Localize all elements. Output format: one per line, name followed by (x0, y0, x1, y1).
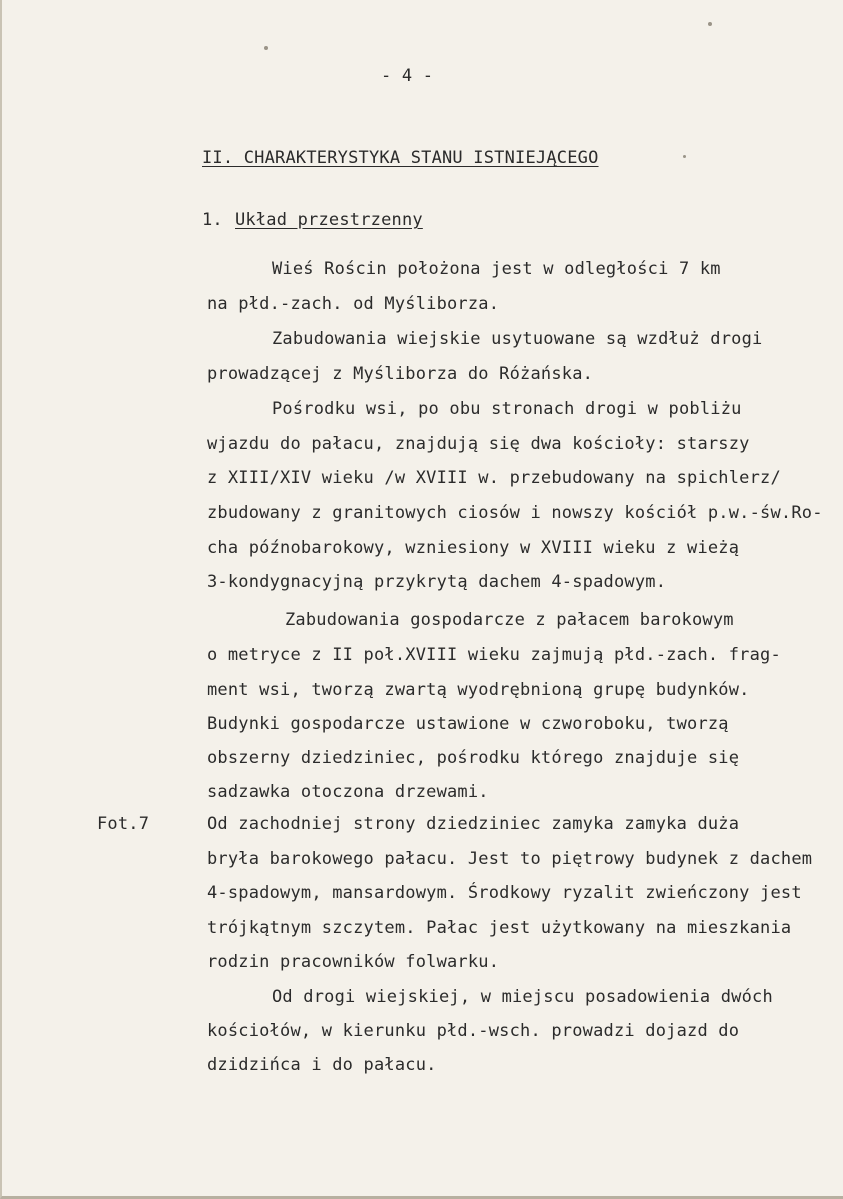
body-line: Zabudowania gospodarcze z pałacem barokowym (285, 610, 734, 630)
body-line: o metryce z II poł.XVIII wieku zajmują płd.-zach. frag- (207, 645, 781, 665)
section-heading: II. CHARAKTERYSTYKA STANU ISTNIEJĄCEGO (202, 148, 599, 168)
body-line: obszerny dziedziniec, pośrodku którego znajduje się (207, 748, 740, 768)
body-line: bryła barokowego pałacu. Jest to piętrowy budynek z dachem (207, 849, 813, 869)
margin-note: Fot.7 (97, 814, 150, 834)
body-line: cha późnobarokowy, wzniesiony w XVIII wieku z wieżą (207, 538, 740, 558)
body-line: Budynki gospodarcze ustawione w czworoboku, tworzą (207, 714, 729, 734)
paper-speck (708, 22, 712, 26)
subsection-title: Układ przestrzenny (235, 210, 423, 230)
paper-speck (264, 46, 268, 50)
body-line: Od zachodniej strony dziedziniec zamyka zamyka duża (207, 814, 740, 834)
page-number: - 4 - (381, 66, 434, 86)
body-line: Zabudowania wiejskie usytuowane są wzdłuż drogi (272, 329, 763, 349)
body-line: Pośrodku wsi, po obu stronach drogi w pobliżu (272, 399, 742, 419)
body-line: ment wsi, tworzą zwartą wyodrębnioną grupę budynków. (207, 680, 750, 700)
body-line: 3-kondygnacyjną przykrytą dachem 4-spadowym. (207, 572, 667, 592)
body-line: dzidzińca i do pałacu. (207, 1055, 437, 1075)
body-line: zbudowany z granitowych ciosów i nowszy kościół p.w.-św.Ro- (207, 503, 823, 523)
body-line: wjazdu do pałacu, znajdują się dwa kościoły: starszy (207, 434, 750, 454)
body-line: kościołów, w kierunku płd.-wsch. prowadzi dojazd do (207, 1021, 740, 1041)
body-line: na płd.-zach. od Myśliborza. (207, 294, 500, 314)
subsection-number: 1. (202, 210, 223, 230)
body-line: 4-spadowym, mansardowym. Środkowy ryzalit zwieńczony jest (207, 883, 802, 903)
body-line: z XIII/XIV wieku /w XVIII w. przebudowany na spichlerz/ (207, 468, 781, 488)
body-line: Od drogi wiejskiej, w miejscu posadowienia dwóch (272, 987, 773, 1007)
body-line: Wieś Rościn położona jest w odległości 7 km (272, 259, 721, 279)
body-line: rodzin pracowników folwarku. (207, 952, 500, 972)
paper-speck (683, 155, 686, 158)
body-line: sadzawka otoczona drzewami. (207, 782, 489, 802)
body-line: trójkątnym szczytem. Pałac jest użytkowany na mieszkania (207, 918, 792, 938)
body-line: prowadzącej z Myśliborza do Różańska. (207, 364, 594, 384)
